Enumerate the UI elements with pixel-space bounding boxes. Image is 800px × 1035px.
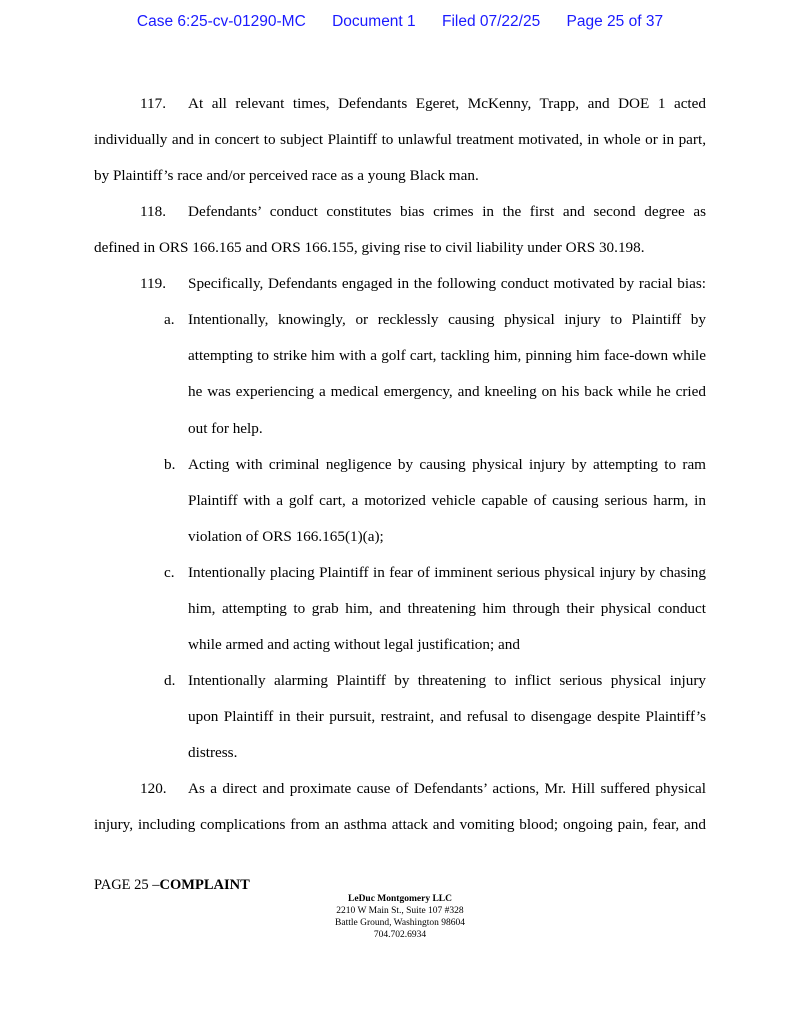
paragraph-120-line-1: As a direct and proximate cause of Defendants’ actions, Mr. Hill suffered physical bbox=[188, 780, 706, 797]
list-item-label-d: d. bbox=[164, 672, 176, 689]
list-item-c-line-2: him, attempting to grab him, and threatening him through their physical conduct bbox=[188, 600, 706, 617]
document-number: Document 1 bbox=[332, 13, 416, 30]
list-item-label-b: b. bbox=[164, 456, 176, 473]
firm-address-line-2: Battle Ground, Washington 98604 bbox=[335, 918, 465, 928]
paragraph-118-line-2: defined in ORS 166.165 and ORS 166.155, giving rise to civil liability under ORS 30.198. bbox=[94, 239, 645, 256]
paragraph-118-line-1: Defendants’ conduct constitutes bias crimes in the first and second degree as bbox=[188, 203, 706, 220]
firm-info bbox=[0, 893, 800, 941]
paragraph-number-117: 117. bbox=[140, 95, 167, 112]
list-item-label-c: c. bbox=[164, 564, 175, 581]
list-item-b-line-1: Acting with criminal negligence by causing physical injury by attempting to ram bbox=[188, 456, 706, 473]
list-item-c-line-3: while armed and acting without legal justification; and bbox=[188, 636, 520, 653]
list-item-a-line-2: attempting to strike him with a golf cart, tackling him, pinning him face-down while bbox=[188, 347, 706, 364]
list-item-a-line-3: he was experiencing a medical emergency, and kneeling on his back while he cried bbox=[188, 383, 706, 400]
list-item-label-a: a. bbox=[164, 311, 175, 328]
paragraph-117-line-1: At all relevant times, Defendants Egeret, McKenny, Trapp, and DOE 1 acted bbox=[188, 95, 706, 112]
list-item-d-line-2: upon Plaintiff in their pursuit, restraint, and refusal to disengage despite Plaintiff’s bbox=[188, 708, 706, 725]
paragraph-120-line-2: injury, including complications from an asthma attack and vomiting blood; ongoing pain, fear, and bbox=[94, 816, 706, 833]
firm-name: LeDuc Montgomery LLC bbox=[348, 894, 452, 904]
list-item-b-line-3: violation of ORS 166.165(1)(a); bbox=[188, 528, 384, 545]
paragraph-number-118: 118. bbox=[140, 203, 167, 220]
paragraph-117-line-2: individually and in concert to subject Plaintiff to unlawful treatment motivated, in whole or in part, bbox=[94, 131, 706, 148]
page-footer-label bbox=[94, 877, 250, 894]
list-item-c-line-1: Intentionally placing Plaintiff in fear of imminent serious physical injury by chasing bbox=[188, 564, 706, 581]
paragraph-119-line-1: Specifically, Defendants engaged in the following conduct motivated by racial bias: bbox=[188, 275, 706, 292]
page-indicator: Page 25 of 37 bbox=[566, 13, 664, 30]
paragraph-number-120: 120. bbox=[140, 780, 167, 797]
case-number: Case 6:25-cv-01290-MC bbox=[136, 13, 306, 30]
list-item-a-line-1: Intentionally, knowingly, or recklessly causing physical injury to Plaintiff by bbox=[188, 311, 706, 328]
filed-date: Filed 07/22/25 bbox=[441, 13, 541, 30]
list-item-d-line-3: distress. bbox=[188, 744, 238, 761]
paragraph-number-119: 119. bbox=[140, 275, 167, 292]
footer-doc-title: COMPLAINT bbox=[159, 877, 250, 893]
list-item-b-line-2: Plaintiff with a golf cart, a motorized vehicle capable of causing serious harm, in bbox=[188, 492, 706, 509]
list-item-a-line-4: out for help. bbox=[188, 420, 263, 437]
firm-phone: 704.702.6934 bbox=[373, 930, 427, 940]
firm-address-line-1: 2210 W Main St., Suite 107 #328 bbox=[336, 906, 464, 916]
ecf-header bbox=[0, 13, 800, 31]
footer-page-label: PAGE 25 – bbox=[94, 877, 160, 893]
paragraph-117-line-3: by Plaintiff’s race and/or perceived race as a young Black man. bbox=[94, 167, 479, 184]
list-item-d-line-1: Intentionally alarming Plaintiff by threatening to inflict serious physical injury bbox=[188, 672, 706, 689]
